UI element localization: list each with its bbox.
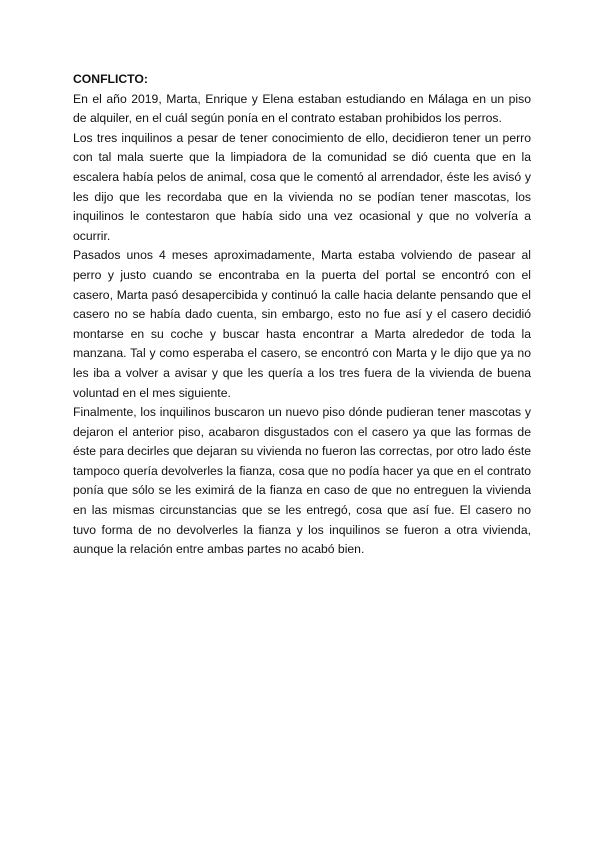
section-heading: CONFLICTO: (73, 72, 148, 86)
paragraph-4: Finalmente, los inquilinos buscaron un nuevo piso dónde pudieran tener mascotas y dejaron el anterior piso, acabaron disgustados con el casero ya que las formas de éste para decirles que dejaran su vivienda no fueron las correctas, por otro lado éste tampoco quería devolverles la fianza, cosa que no podía hacer ya que en el contrato ponía que sólo se les eximirá de la fianza en caso de que no entreguen la vivienda en las mismas circunstancias que se les entregó, cosa que así fue. El casero no tuvo forma de no devolverles la fianza y los inquilinos se fueron a otra vivienda, aunque la relación entre ambas partes no acabó bien. (73, 405, 531, 557)
paragraph-3: Pasados unos 4 meses aproximadamente, Marta estaba volviendo de pasear al perro y justo cuando se encontraba en la puerta del portal se encontró con el casero, Marta pasó desapercibida y continuó la calle hacia delante pensando que el casero no se había dado cuenta, sin embargo, esto no fue así y el casero decidió montarse en su coche y buscar hasta encontrar a Marta alrededor de toda la manzana. Tal y como esperaba el casero, se encontró con Marta y le dijo que ya no les iba a volver a avisar y que les quería a los tres fuera de la vivienda de buena voluntad en el mes siguiente. (73, 248, 531, 400)
paragraph-1: En el año 2019, Marta, Enrique y Elena estaban estudiando en Málaga en un piso de alquiler, en el cuál según ponía en el contrato estaban prohibidos los perros. (73, 91, 531, 126)
document-body (73, 70, 531, 560)
paragraph-2: Los tres inquilinos a pesar de tener conocimiento de ello, decidieron tener un perro con tal mala suerte que la limpiadora de la comunidad se dió cuenta que en la escalera había pelos de animal, cosa que le comentó al arrendador, éste les avisó y les dijo que les recordaba que en la vivienda no se podían tener mascotas, los inquilinos le contestaron que había sido una vez ocasional y que no volvería a ocurrir. (73, 130, 531, 243)
